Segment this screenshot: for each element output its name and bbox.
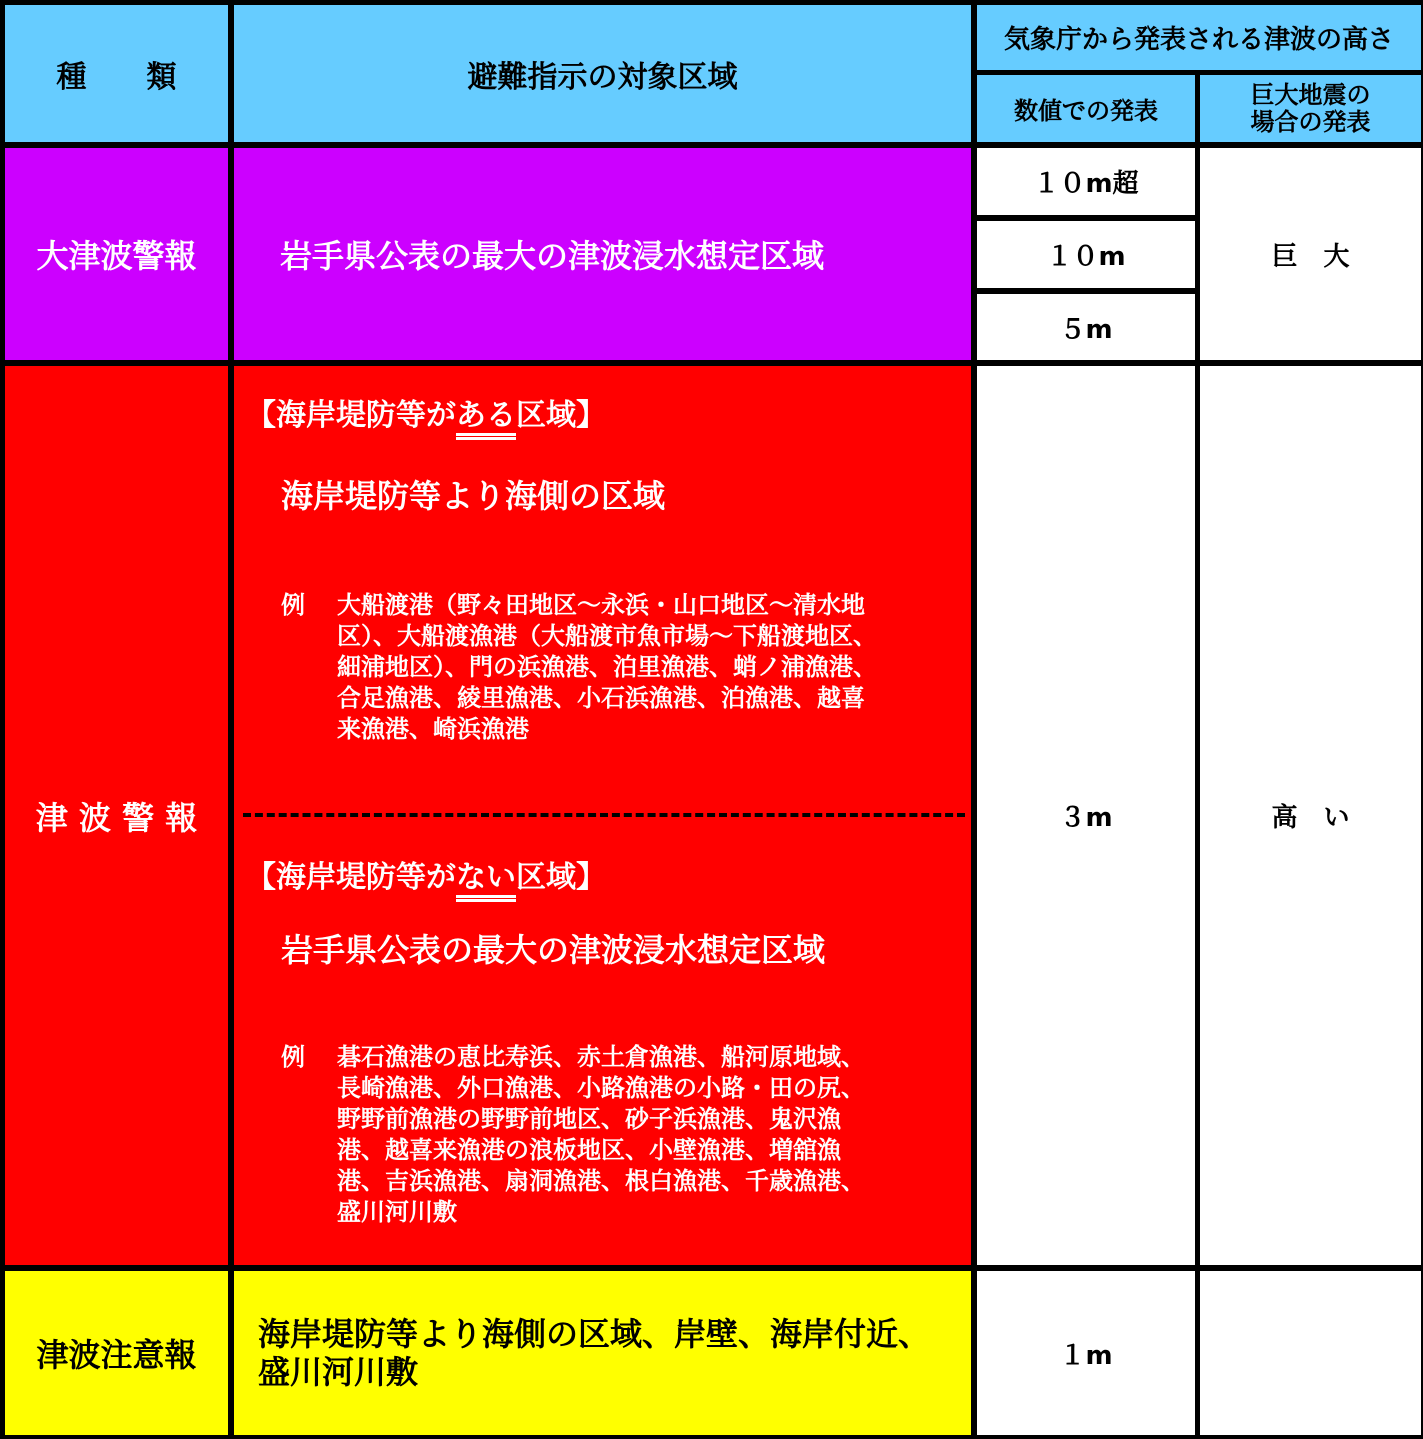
- major-value-10m: １０m: [977, 221, 1195, 288]
- advisory-value: １m: [977, 1271, 1195, 1435]
- header-area: 避難指示の対象区域: [234, 5, 971, 142]
- advisory-huge: [1200, 1271, 1421, 1435]
- advisory-area-line1: 海岸堤防等より海側の区域、岸壁、海岸付近、: [258, 1315, 931, 1353]
- warning-section1-example-label: 例: [281, 591, 305, 619]
- warning-section2-heading: [246, 852, 606, 896]
- header-kind: 種 類: [5, 5, 228, 142]
- warning-section2-example-text: 碁石漁港の恵比寿浜、赤土倉漁港、船河原地域、長崎漁港、外口漁港、小路漁港の小路・田の尻、野野前漁港の野野前地区、砂子浜漁港、鬼沢漁港、越喜来漁港の浪板地区、小壁漁港、増舘漁港、吉浜漁港、扇洞漁港、根白漁港、千歳漁港、盛川河川敷: [337, 1043, 865, 1226]
- warning-section2-area: 岩手県公表の最大の津波浸水想定区域: [281, 931, 826, 969]
- warning-value: ３m: [977, 366, 1195, 1265]
- warning-section2-example: [281, 1042, 881, 1232]
- major-warning-area: [234, 148, 971, 360]
- major-value-5m: ５m: [977, 294, 1195, 360]
- warning-section2-emph: ない: [456, 860, 516, 895]
- warning-section2-example-label: 例: [281, 1043, 305, 1071]
- major-warning-kind: 大津波警報: [5, 148, 228, 360]
- advisory-kind: 津波注意報: [5, 1271, 228, 1435]
- warning-section1-emph: ある: [456, 398, 516, 433]
- warning-section1-suffix: 区域】: [516, 398, 606, 433]
- warning-section1-example-text: 大船渡港（野々田地区～永浜・山口地区～清水地区）、大船渡漁港（大船渡市魚市場～下船渡地区、細浦地区）、門の浜漁港、泊里漁港、蛸ノ浦漁港、合足漁港、綾里漁港、小石浜漁港、泊漁港、越喜来漁港、崎浜漁港: [337, 591, 877, 743]
- header-huge-quake-line1: 巨大地震の: [1250, 80, 1371, 109]
- warning-section1-area: 海岸堤防等より海側の区域: [281, 477, 666, 515]
- header-huge-quake-line2: 場合の発表: [1250, 107, 1371, 136]
- warning-kind: 津 波 警 報: [5, 366, 228, 1265]
- warning-huge: 高 い: [1200, 366, 1421, 1265]
- warning-divider: [243, 813, 965, 817]
- major-huge: 巨 大: [1200, 148, 1421, 360]
- warning-section1-example: [281, 590, 881, 780]
- header-huge-quake: [1200, 75, 1421, 142]
- warning-section1-prefix: 【海岸堤防等が: [246, 398, 456, 433]
- header-numeric: 数値での発表: [977, 75, 1195, 142]
- warning-section2-prefix: 【海岸堤防等が: [246, 860, 456, 895]
- warning-section1-heading: [246, 390, 606, 434]
- advisory-area: [234, 1271, 971, 1435]
- advisory-area-line2: 盛川河川敷: [258, 1353, 419, 1391]
- warning-section2-suffix: 区域】: [516, 860, 606, 895]
- major-warning-area-text: 岩手県公表の最大の津波浸水想定区域: [280, 237, 825, 275]
- header-height-group: 気象庁から発表される津波の高さ: [977, 5, 1421, 70]
- major-value-10m-over: １０m超: [977, 148, 1195, 215]
